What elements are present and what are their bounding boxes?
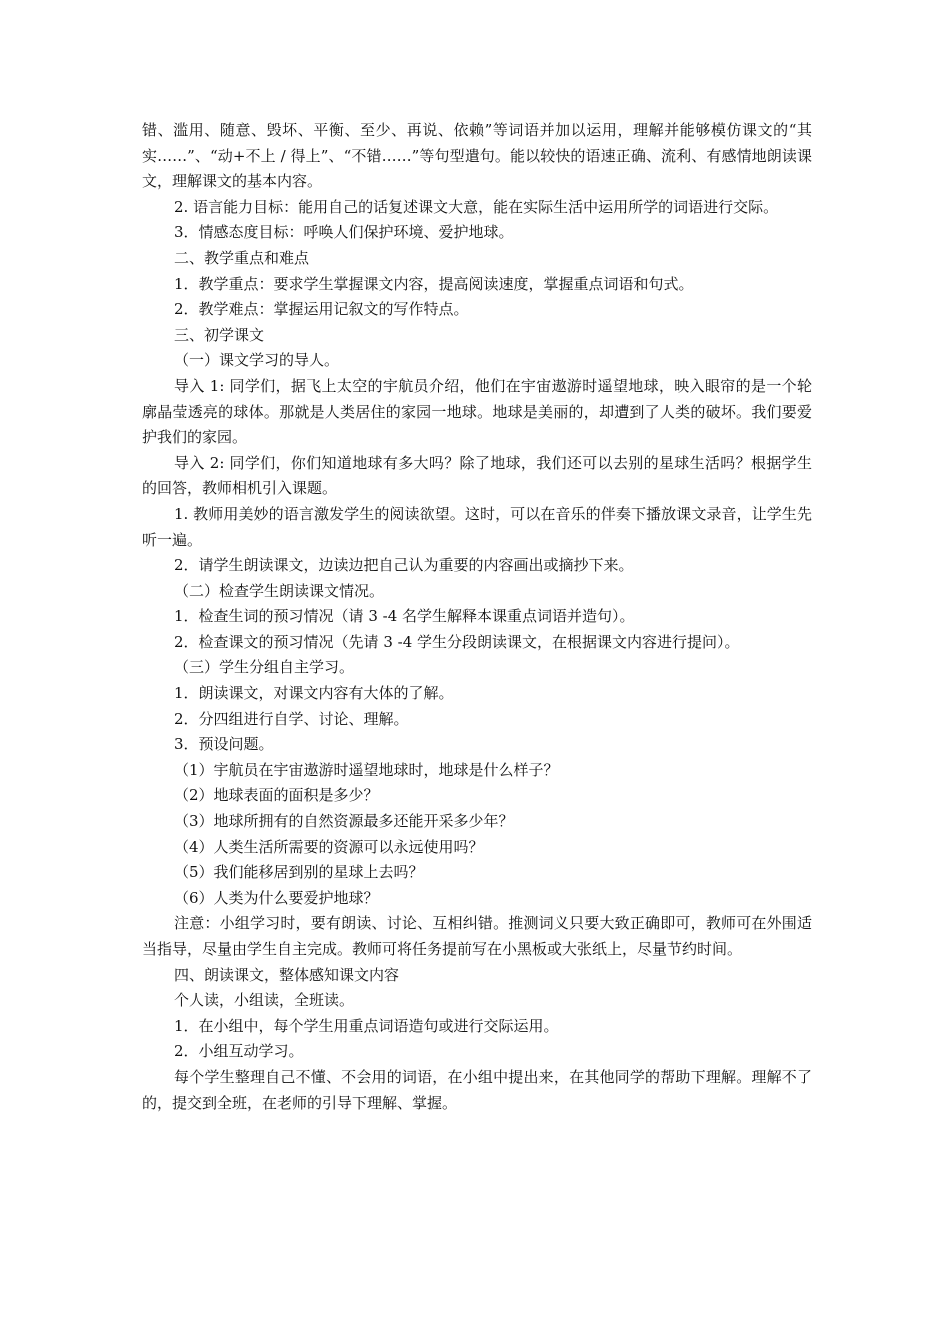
paragraph: （5）我们能移居到别的星球上去吗？ [174,863,424,882]
paragraph: 2．教学难点：掌握运用记叙文的写作特点。 [174,300,469,319]
paragraph: 1．检查生词的预习情况（请 3 -4 名学生解释本课重点词语并造句）。 [174,607,635,626]
paragraph: 四、朗读课文，整体感知课文内容 [174,965,400,984]
paragraph: （3）地球所拥有的自然资源最多还能开采多少年？ [174,812,514,831]
paragraph: 导入 1: 同学们，据飞上太空的宇航员介绍，他们在宇宙遨游时遥望地球，映入眼帘的是一个轮廓晶莹透亮的球体。那就是人类居住的家园一地球。地球是美丽的，却遭到了人类的破坏。我们要爱护我们的家园。 [142,376,812,447]
paragraph: （二）检查学生朗读课文情况。 [174,581,385,600]
paragraph: 1. 教师用美妙的语言激发学生的阅读欲望。这时，可以在音乐的伴奏下播放课文录音，让学生先听一遍。 [142,504,812,549]
paragraph: 3．情感态度目标：呼唤人们保护环境、爱护地球。 [174,223,514,242]
paragraph: 导入 2: 同学们，你们知道地球有多大吗？除了地球，我们还可以去别的星球生活吗？根据学生的回答，教师相机引入课题。 [142,453,812,498]
paragraph: 注意：小组学习时，要有朗读、讨论、互相纠错。推测词义只要大致正确即可，教师可在外围适当指导，尽量由学生自主完成。教师可将任务提前写在小黑板或大张纸上，尽量节约时间。 [142,914,812,958]
paragraph: （6）人类为什么要爱护地球？ [174,888,379,907]
paragraph: 2．请学生朗读课文，边读边把自己认为重要的内容画出或摘抄下来。 [174,556,634,575]
paragraph: 错、滥用、随意、毁坏、平衡、至少、再说、依赖”等词语并加以运用，理解并能够模仿课文的“其实……”、“动+不上 / 得上”、“不错……”等句型遣句。能以较快的语速正确、流利、有感情地朗读课文，理解课文的基本内容。 [142,121,812,191]
paragraph: 个人读，小组读，全班读。 [174,991,355,1010]
paragraph: 3．预设问题。 [174,735,274,754]
paragraph: （1）宇航员在宇宙遨游时遥望地球时，地球是什么样子？ [174,760,559,779]
paragraph: 2. 语言能力目标：能用自己的话复述课文大意，能在实际生活中运用所学的词语进行交际。 [174,197,779,216]
paragraph: 每个学生整理自己不懂、不会用的词语，在小组中提出来，在其他同学的帮助下理解。理解不了的，提交到全班，在老师的引导下理解、掌握。 [142,1067,812,1112]
paragraph: （2）地球表面的面积是多少？ [174,786,379,805]
paragraph: 1．在小组中，每个学生用重点词语造句或进行交际运用。 [174,1016,559,1035]
paragraph: 2．分四组进行自学、讨论、理解。 [174,709,409,728]
paragraph: 1．朗读课文，对课文内容有大体的了解。 [174,684,454,703]
paragraph: （一）课文学习的导人。 [174,351,340,370]
document-page [142,118,812,1116]
paragraph: （三）学生分组自主学习。 [174,658,355,677]
paragraph: 2．检查课文的预习情况（先请 3 -4 学生分段朗读课文，在根据课文内容进行提问）。 [174,632,740,651]
paragraph: 1．教学重点：要求学生掌握课文内容，提高阅读速度，掌握重点词语和句式。 [174,274,694,293]
paragraph: 三、初学课文 [174,325,265,344]
paragraph: 二、教学重点和难点 [174,248,310,267]
paragraph: （4）人类生活所需要的资源可以永远使用吗？ [174,837,484,856]
paragraph: 2．小组互动学习。 [174,1042,304,1061]
